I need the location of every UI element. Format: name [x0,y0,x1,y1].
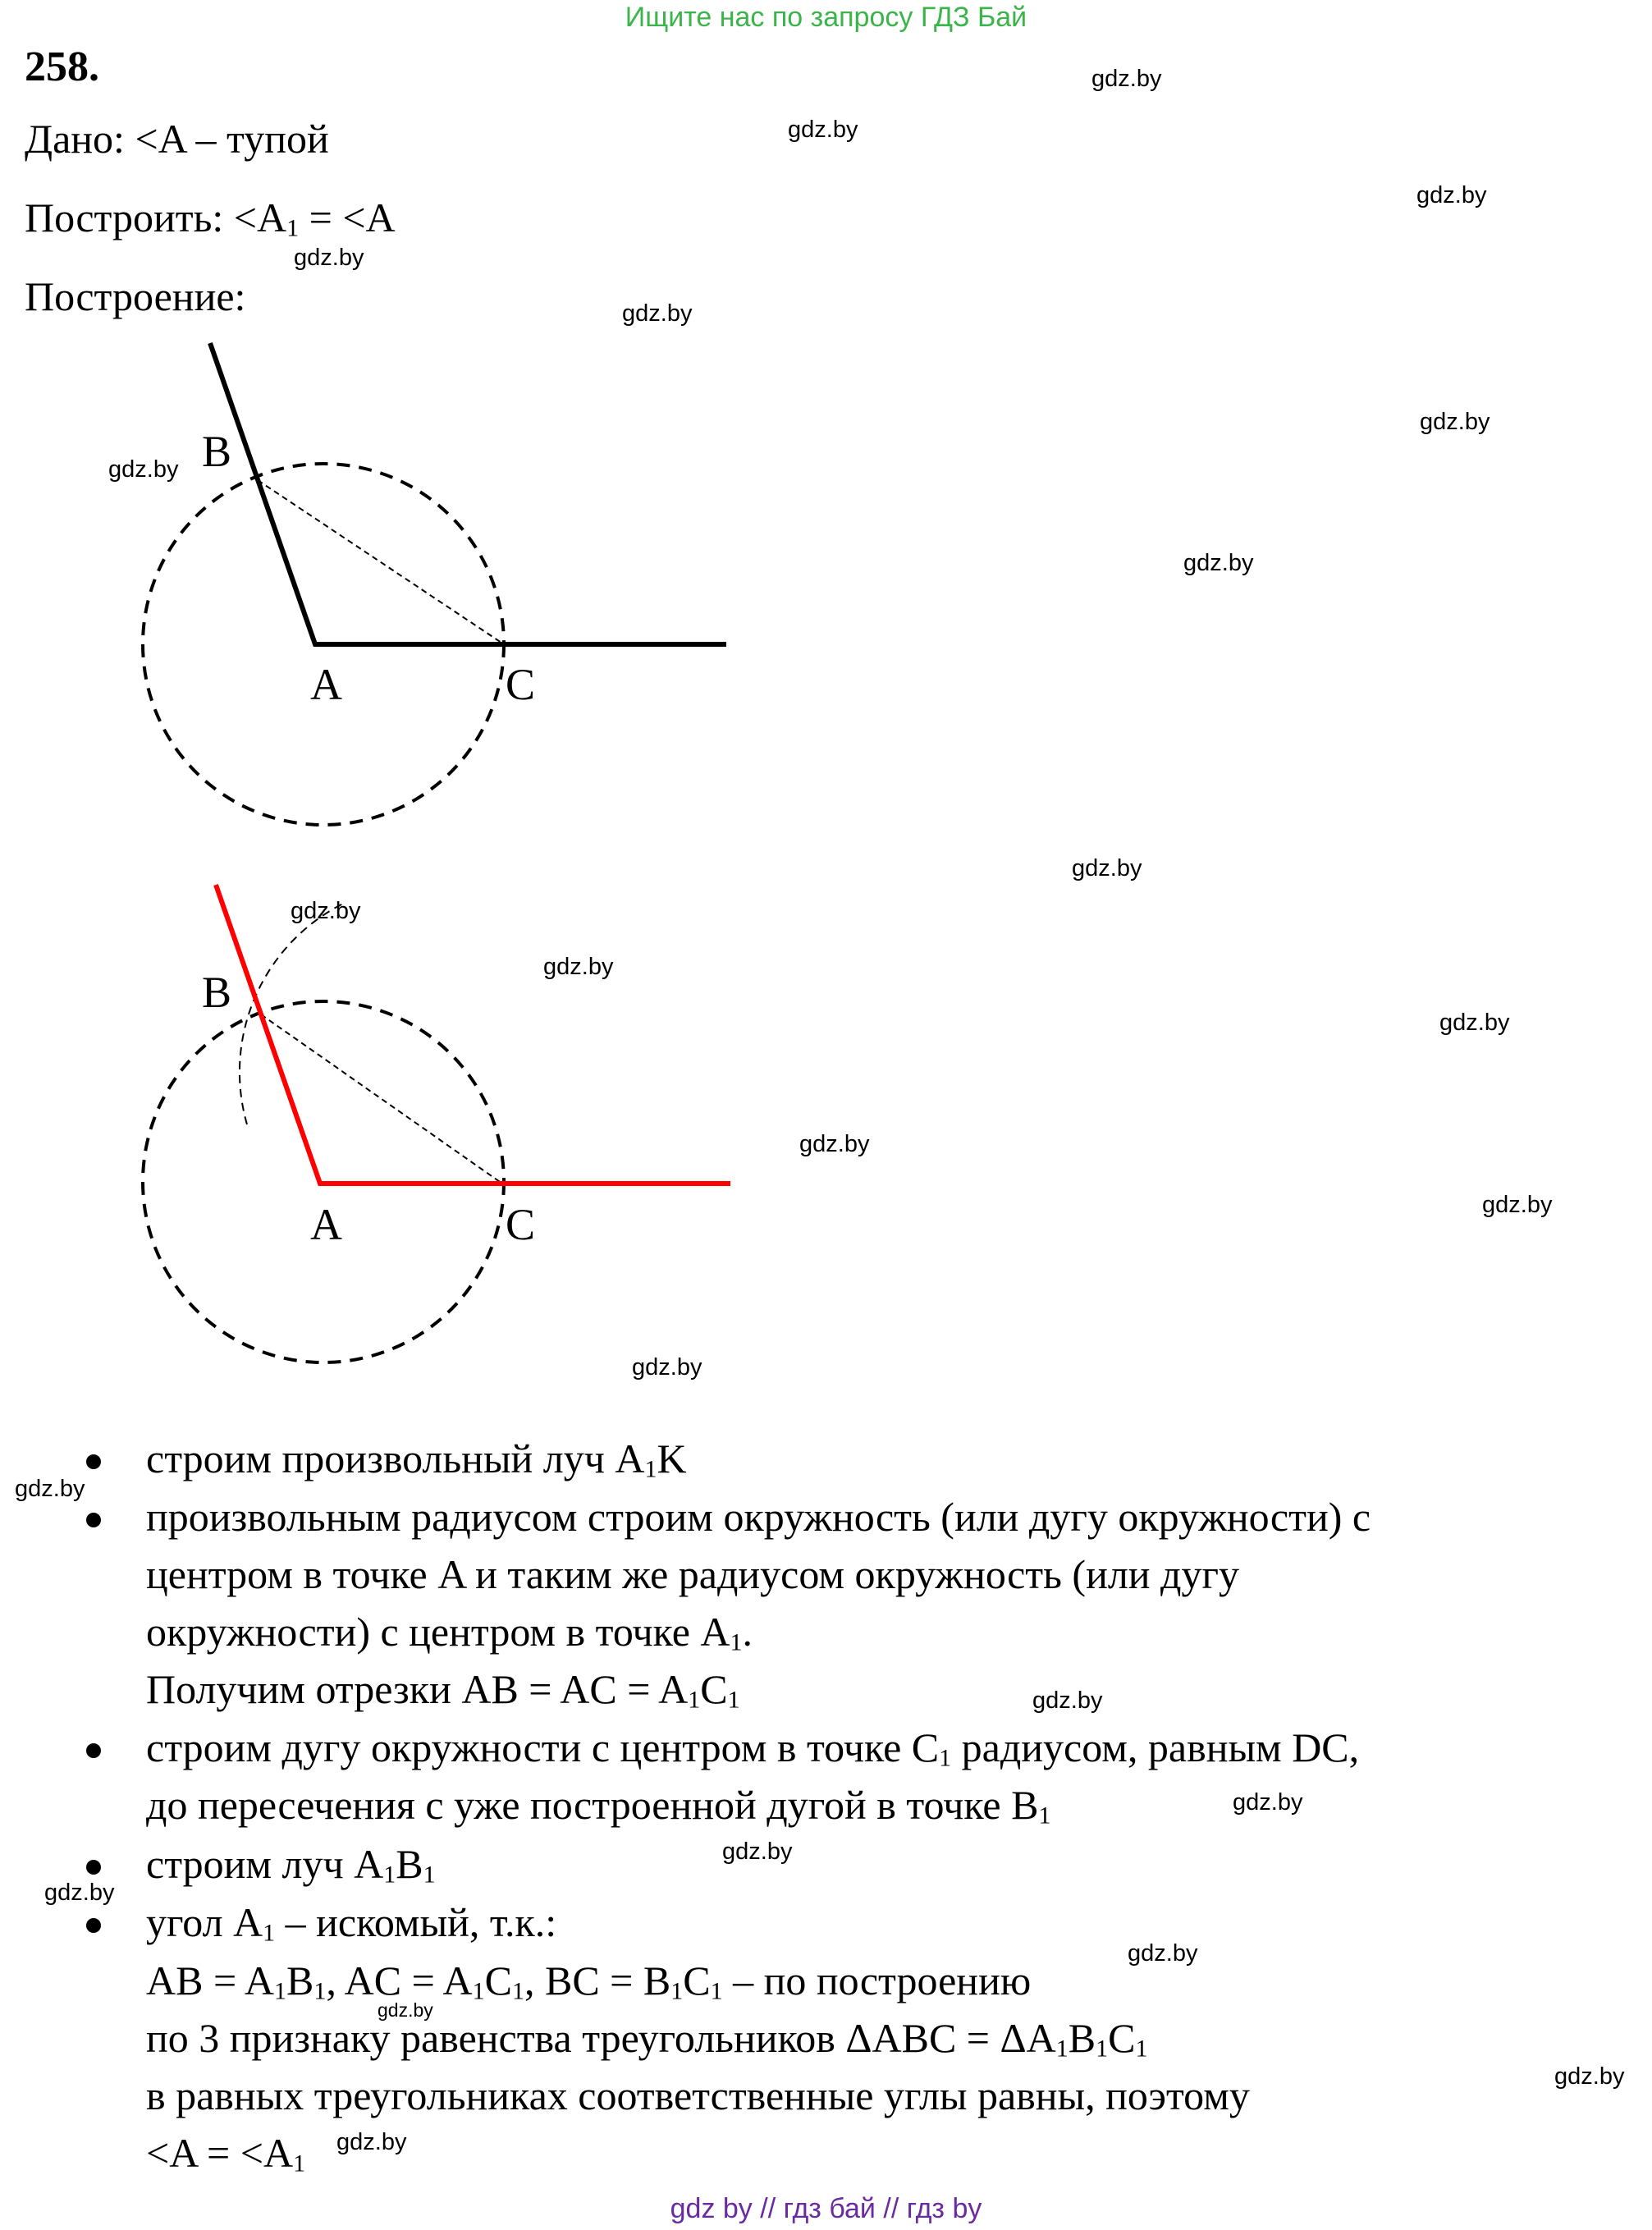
step-5-line-3-sub2: 1 [1096,2035,1109,2063]
watermark: gdz.by [1420,409,1490,435]
fig1-label-b: B [202,427,232,476]
fig2-label-b: B [202,968,232,1017]
bullet-4 [86,1860,101,1875]
step-2-line-3-suffix: . [742,1609,753,1655]
step-2-line-3-sub: 1 [730,1628,743,1656]
step-3-line-1-b: радиусом, равным DC, [951,1724,1360,1770]
step-5-line-3-c: C [1108,2015,1136,2061]
step-5-line-2-p6: C [683,1958,711,2003]
figure-2 [143,885,730,1362]
bottom-banner: gdz by // гдз бай // гдз by [670,2193,982,2224]
watermark: gdz.by [1091,66,1162,92]
fig1-label-a: A [310,660,342,709]
step-5-line-2-p4: C [484,1958,512,2003]
problem-number: 258. [25,44,99,90]
step-5-line-2-sub1: 1 [274,1977,287,2005]
watermark: gdz.by [1032,1687,1103,1714]
step-5-line-3 [146,2014,1147,2062]
step-5-line-2-sub3: 1 [472,1977,485,2005]
watermark: gdz.by [1233,1789,1303,1816]
step-3-line-2-sub: 1 [1038,1802,1051,1829]
step-5-line-3-sub1: 1 [1055,2035,1069,2063]
top-banner: Ищите нас по запросу ГДЗ Бай [625,2,1027,33]
step-4-mid: B [396,1841,423,1887]
watermark: gdz.by [1439,1010,1510,1036]
step-5-line-3-b: B [1068,2015,1096,2061]
step-5-line-2-sub4: 1 [511,1977,524,2005]
step-3-line-2-a: до пересечения с уже построенной дугой в точке B [146,1782,1039,1828]
step-5-line-2-p3: , AC = A [326,1958,473,2003]
bullet-5 [86,1918,101,1933]
construct-prefix: Построить: <A [25,195,287,240]
step-2-line-2: центром в точке A и таким же радиусом окружность (или дугу [146,1551,1239,1597]
step-3-line-1 [146,1724,1359,1771]
step-1-suffix: K [657,1436,687,1481]
watermark: gdz.by [108,456,179,483]
step-2-line-3 [146,1608,753,1655]
step-5-line-2-p5: , BC = B [524,1958,671,2003]
figure-1 [143,343,726,825]
step-5-line-5-sub: 1 [293,2150,306,2177]
step-5-line-5-a: <A = <A [146,2130,294,2176]
bullet-1 [86,1454,101,1469]
watermark: gdz.by [1482,1192,1553,1218]
step-2-line-4-sub2: 1 [727,1686,740,1714]
watermark: gdz.by [1554,2063,1625,2090]
watermark: gdz.by [378,1999,433,2021]
step-4-line [146,1840,436,1888]
step-4-text: строим луч A [146,1841,384,1887]
construction-label: Построение: [25,273,246,319]
step-5-line-2-sub2: 1 [313,1977,327,2005]
watermark: gdz.by [1183,550,1254,576]
step-4-sub2: 1 [423,1861,436,1889]
step-4-sub1: 1 [383,1861,396,1889]
step-5-line-2 [146,1957,1031,2004]
bullet-2 [86,1513,101,1527]
fig1-label-c: C [506,660,536,709]
fig2-chord-bc [261,1014,502,1184]
fig1-chord-bc [258,480,504,644]
step-1-line [146,1435,687,1482]
step-5-line-5 [146,2129,305,2177]
watermark: gdz.by [294,245,364,271]
step-1-text: строим произвольный луч A [146,1436,645,1481]
construct-sub: 1 [286,214,300,242]
fig2-label-a: A [310,1200,342,1249]
watermark: gdz.by [1416,182,1487,208]
watermark: gdz.by [788,117,858,143]
step-2-line-4 [146,1665,740,1713]
step-5-line-4: в равных треугольниках соответственные углы равны, поэтому [146,2072,1250,2118]
watermark: gdz.by [44,1880,115,1906]
step-5-line-1-a: угол A [146,1899,263,1945]
step-2-line-4-a: Получим отрезки AB = AC = A [146,1666,689,1712]
step-2-line-4-b: C [700,1666,728,1712]
watermark: gdz.by [632,1354,702,1381]
bullet-3 [86,1743,101,1758]
step-5-line-1-suffix: – искомый, т.к.: [275,1899,557,1945]
watermark: gdz.by [799,1131,870,1157]
fig1-angle-rays [210,343,726,644]
watermark: gdz.by [722,1838,793,1865]
step-5-line-2-sub6: 1 [710,1977,723,2005]
watermark: gdz.by [543,954,614,980]
step-5-line-1 [146,1898,556,1946]
fig2-label-c: C [506,1200,536,1249]
watermark: gdz.by [1128,1940,1198,1967]
fig2-angle-rays [216,885,730,1184]
step-5-line-2-p1: AB = A [146,1958,275,2003]
step-2-line-3-text: окружности) с центром в точке A [146,1609,730,1655]
watermark: gdz.by [15,1476,85,1502]
step-5-line-2-p7: – по построению [722,1958,1032,2003]
step-5-line-3-sub3: 1 [1135,2035,1148,2063]
step-1-sub: 1 [644,1455,657,1483]
step-5-line-2-sub5: 1 [670,1977,684,2005]
step-5-line-3-a: по 3 признаку равенства треугольников ΔABC = ΔA [146,2015,1056,2061]
watermark: gdz.by [1072,855,1142,881]
watermark: gdz.by [336,2129,407,2155]
watermark: gdz.by [291,898,361,924]
given-line: Дано: <A – тупой [25,116,329,162]
step-3-line-2 [146,1781,1050,1829]
step-2-line-1: произвольным радиусом строим окружность (или дугу окружности) с [146,1494,1371,1540]
construct-suffix: = <A [299,195,396,240]
step-3-line-1-sub: 1 [939,1744,952,1772]
step-2-line-4-sub1: 1 [688,1686,701,1714]
step-5-line-1-sub: 1 [263,1919,276,1947]
watermark: gdz.by [622,300,693,327]
step-5-line-2-p2: B [286,1958,314,2003]
step-3-line-1-a: строим дугу окружности с центром в точке C [146,1724,940,1770]
